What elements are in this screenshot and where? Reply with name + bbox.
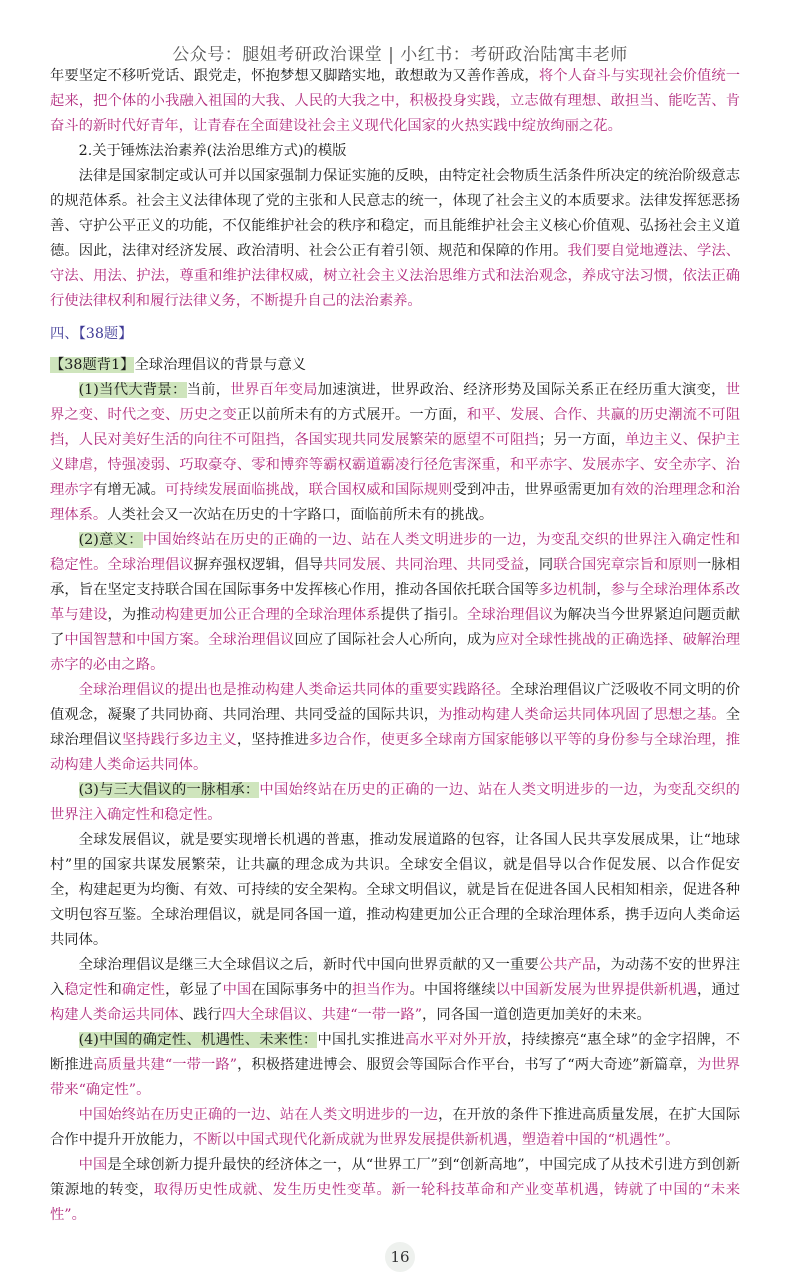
body-text: 人类社会又一次站在历史的十字路口，面临前所未有的挑战。	[107, 507, 494, 523]
body-text: ，通过	[697, 982, 741, 998]
emphasis-text: 共同发展、共同治理、共同受益	[323, 557, 525, 573]
body-text: 全球治理倡议的背景与意义	[134, 357, 307, 373]
emphasis-text: 动构建更加公正合理的全球治理体系	[150, 607, 381, 623]
body-text: 和	[107, 982, 122, 998]
emphasis-text: 多边合作，使更多全球南方国家能够以平等的身份参与全球治理，推动构建人类命运共同体。	[50, 732, 741, 773]
body-text: 是全球创新力提升最快的经济体之一，从“世界工厂”到“创新高地”，中国完成了从技术引进方到创新策源地的转变，	[50, 1157, 741, 1198]
body-text: ，在开放的条件下推进高质量发展，在扩大国际合作中提升开放能力，	[50, 1107, 741, 1148]
body-text: 当前，	[186, 382, 231, 398]
body-text: 法律是国家制定或认可并以国家强制力保证实施的反映，由特定社会物质生活条件所决定的统治阶级意志的规范体系。社会主义法律体现了党的主张和人民意志的统一，体现了社会主义的本质要求。法律发挥惩恶扬善、守护公平正义的功能，不仅能维护社会的秩序和稳定，而且能维护社会主义核心价值观、弘扬社会主义道德。因此，法律对经济发展、政治清明、社会公正有着引领、规范和保障的作用。	[50, 168, 740, 259]
body-text: ；另一方面，	[538, 432, 626, 448]
body-text: 正以前所未有的方式展开。一方面，	[236, 407, 467, 423]
paragraph	[50, 528, 740, 678]
body-text: 全球发展倡议，就是要实现增长机遇的普惠，推动发展道路的包容，让各国人民共享发展成果，让“地球村”里的国家共谋发展繁荣，让共赢的理念成为共识。全球安全倡议，就是倡导以合作促发展、以合作促安全，构建起更为均衡、有效、可持续的安全架构。全球文明倡议，就是旨在促进各国人民相知相亲，促进各种文明包容互鉴。全球治理倡议，就是同各国一道，推动构建更加公正合理的全球治理体系，携手迈向人类命运共同体。	[50, 832, 740, 948]
emphasis-text: 将个人奋斗与实现社会价值统一起来，把个体的小我融入祖国的大我、人民的大我之中，积极投身实践，立志做有理想、敢担当、能吃苦、肯奋斗的新时代好青年，让青春在全面建设社会主义现代化国家的火热实践中绽放绚丽之花。	[50, 68, 741, 134]
paragraph	[50, 953, 740, 1028]
emphasis-text: 中国始终站在历史的正确的一边、站在人类文明进步的一边，为变乱交织的世界注入确定性和稳定性。	[50, 782, 740, 823]
emphasis-text: 构建人类命运共同体	[50, 1007, 179, 1023]
emphasis-text: 中国	[78, 1157, 108, 1173]
body-text: 摒弃强权逻辑，倡导	[193, 557, 324, 573]
page-header: 公众号：腿姐考研政治课堂 | 小红书：考研政治陆寓丰老师	[172, 45, 628, 65]
highlighted-label: 【38题背1】	[50, 357, 135, 373]
emphasis-text: 联合国宪章宗旨和原则	[553, 557, 697, 573]
body-text: ，	[596, 582, 611, 598]
body-text: 为解决当今世界紧迫问题贡献了	[50, 607, 741, 648]
body-text: 有增无减。	[93, 482, 166, 498]
body-text: 。中国将继续	[409, 982, 496, 998]
body-text: 提供了指引。	[380, 607, 467, 623]
emphasis-text: 应对全球性挑战的正确选择、破解治理赤字的必由之路。	[50, 632, 741, 673]
body-text: ，彰显了	[165, 982, 223, 998]
body-text: ，持续擦亮“惠全球”的金字招牌，不断推进	[50, 1032, 741, 1073]
highlighted-label: (1)当代大背景：	[78, 382, 187, 398]
body-text: 加速演进，世界政治、经济形势及国际关系正在经历重大演变，	[317, 382, 726, 398]
emphasis-text: 取得历史性成就、发生历史性变革。新一轮科技革命和产业变革机遇，铸就了中国的“未来性”。	[50, 1182, 740, 1223]
emphasis-text: 世界百年变局	[230, 382, 318, 398]
emphasis-text: 中国智慧和中国方案。全球治理倡议	[64, 632, 295, 648]
emphasis-text: 为世界带来“确定性”。	[50, 1057, 741, 1098]
emphasis-text: 中国	[222, 982, 252, 998]
emphasis-text: 公共产品	[538, 957, 597, 973]
body-text: 一脉相承，旨在坚定支持联合国在国际事务中发挥核心作用，推动各国依托联合国等	[50, 557, 741, 598]
highlighted-label: (3)与三大倡议的一脉相承：	[78, 782, 260, 798]
emphasis-text: 全球治理倡议	[466, 607, 554, 623]
emphasis-text: 中国始终站在历史的正确的一边、站在人类文明进步的一边，为变乱交织的世界注入确定性和稳定性。全球治理倡议	[50, 532, 740, 573]
emphasis-text: 参与全球治理体系改革与建设	[50, 582, 741, 623]
body-text: ，为推	[107, 607, 151, 623]
section-title: 四、【38题】	[50, 326, 133, 342]
body-text: ，同各国一道创造更加美好的未来。	[422, 1007, 651, 1023]
paragraph	[50, 353, 740, 378]
body-text: 年要坚定不移听党话、跟党走，怀抱梦想又脚踏实地，敢想敢为又善作善成，	[50, 68, 539, 84]
emphasis-text: 有效的治理理念和治理体系。	[50, 482, 741, 523]
emphasis-text: 以中国新发展为世界提供新机遇	[495, 982, 698, 998]
body-text: ，同	[524, 557, 554, 573]
page-footer	[0, 1228, 800, 1282]
emphasis-text: 不断以中国式现代化新成就为世界发展提供新机遇，塑造着中国的“机遇性”。	[192, 1132, 680, 1148]
body-text: ，积极搭建进博会、服贸会等国际合作平台，书写了“两大奇迹”新篇章，	[237, 1057, 697, 1073]
emphasis-text: 我们要自觉地遵法、学法、守法、用法、护法，尊重和维护法律权威，树立社会主义法治思维方式和法治观念，养成守法习惯，依法正确行使法律权利和履行法律义务，不断提升自己的法治素养。	[50, 243, 741, 309]
paragraph	[50, 139, 740, 164]
emphasis-text: 担当作为	[351, 982, 410, 998]
emphasis-text: 和平、发展、合作、共赢的历史潮流不可阻挡，人民对美好生活的向往不可阻挡，各国实现共同发展繁荣的愿望不可阻挡	[50, 407, 741, 448]
paragraph	[50, 1103, 740, 1153]
emphasis-text: 为推动构建人类命运共同体巩固了思想之基。	[438, 707, 726, 723]
paragraph	[50, 164, 740, 314]
emphasis-text: 单边主义、保护主义肆虐，恃强凌弱、巧取豪夺、零和博弈等霸权霸道霸凌行径危害深重，和平赤字、发展赤字、安全赤字、治理赤字	[50, 432, 741, 498]
law-section	[50, 64, 740, 314]
emphasis-text: 高水平对外开放	[404, 1032, 507, 1048]
paragraph	[50, 1028, 740, 1103]
paragraph	[50, 778, 740, 828]
body-text: 中国扎实推进	[317, 1032, 405, 1048]
paragraph	[50, 64, 740, 139]
body-text: 2.关于锤炼法治素养(法治思维方式)的模版	[78, 143, 347, 159]
paragraph	[50, 678, 740, 778]
body-text: 全球治理倡议	[50, 707, 741, 748]
paragraph	[50, 828, 740, 953]
body-text: 回应了国际社会人心所向，成为	[294, 632, 496, 648]
body-text: 在国际事务中的	[251, 982, 352, 998]
emphasis-text: 坚持践行多边主义	[121, 732, 237, 748]
emphasis-text: 世界之变、时代之变、历史之变	[50, 382, 741, 423]
question-38-section	[50, 353, 740, 1228]
emphasis-text: 稳定性	[64, 982, 108, 998]
paragraph	[50, 1153, 740, 1228]
highlighted-label: (4)中国的确定性、机遇性、未来性：	[78, 1032, 318, 1048]
document-body	[50, 0, 740, 1228]
body-text: ，坚持推进	[236, 732, 309, 748]
paragraph	[50, 378, 740, 528]
body-text: 、践行	[178, 1007, 222, 1023]
body-text: 全球治理倡议是继三大全球倡议之后，新时代中国向世界贡献的又一重要	[78, 957, 539, 973]
emphasis-text: 确定性	[121, 982, 166, 998]
body-text: ，为动荡不安的世界注入	[50, 957, 741, 998]
highlighted-label: (2)意义：	[78, 532, 143, 548]
emphasis-text: 全球治理倡议的提出也是推动构建人类命运共同体的重要实践路径。	[78, 682, 510, 698]
emphasis-text: 高质量共建“一带一路”	[93, 1057, 238, 1073]
emphasis-text: 中国始终站在历史正确的一边、站在人类文明进步的一边	[78, 1107, 439, 1123]
body-text: 受到冲击，世界亟需更加	[452, 482, 611, 498]
page-number: 16	[385, 1242, 415, 1272]
body-text: 全球治理倡议广泛吸收不同文明的价值观念，凝聚了共同协商、共同治理、共同受益的国际共识，	[50, 682, 740, 723]
emphasis-text: 可持续发展面临挑战，联合国权威和国际规则	[165, 482, 453, 498]
emphasis-text: 多边机制	[538, 582, 597, 598]
emphasis-text: 四大全球倡议、共建“一带一路”	[221, 1007, 423, 1023]
